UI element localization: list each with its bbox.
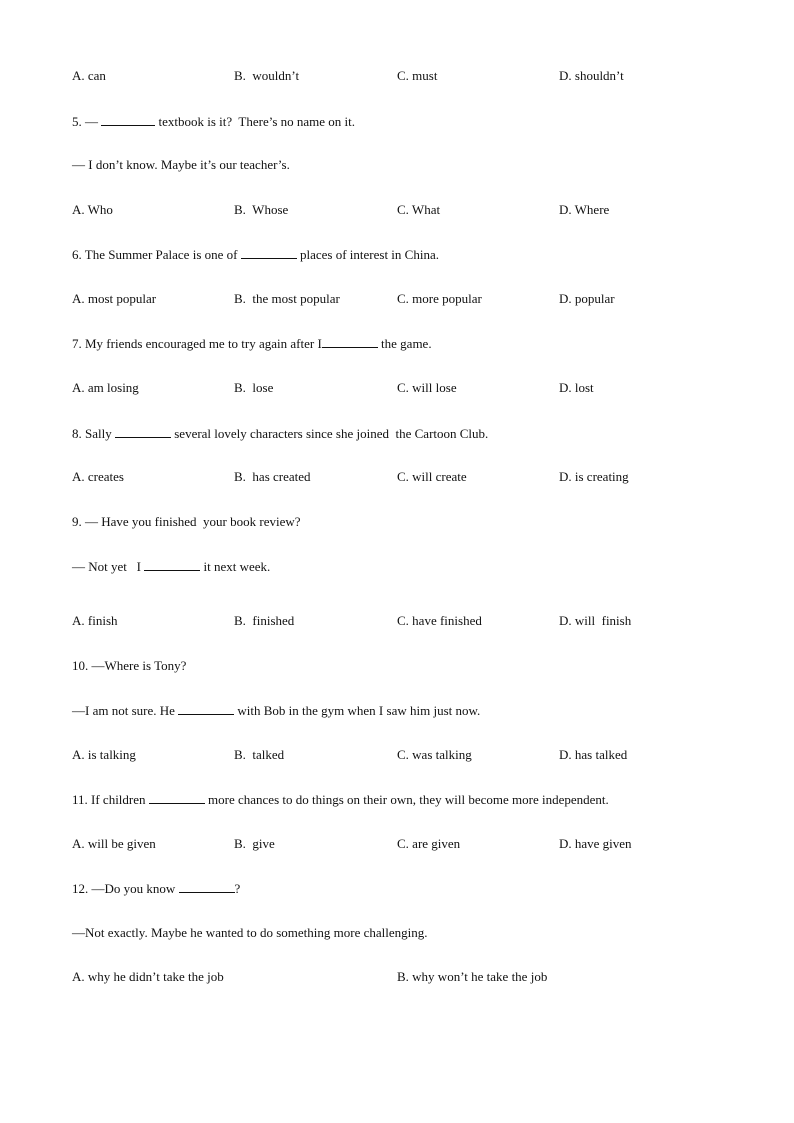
q12-blank[interactable] [179, 880, 235, 893]
q9-question: 9. — Have you finished your book review? [72, 514, 301, 529]
q4-option-b[interactable]: B. wouldn’t [234, 68, 300, 83]
q9-option-d[interactable]: D. will finish [559, 613, 632, 628]
q6-option-d[interactable]: D. popular [559, 291, 615, 306]
q11-option-b[interactable]: B. give [234, 836, 275, 851]
q8-blank[interactable] [115, 425, 171, 438]
q8-question-suffix: several lovely characters since she joined the Cartoon Club. [170, 426, 489, 441]
q12-option-b[interactable]: B. why won’t he take the job [397, 969, 548, 984]
q5-answer: — I don’t know. Maybe it’s our teacher’s. [72, 157, 290, 172]
q4-options [72, 68, 732, 84]
q10-blank[interactable] [178, 702, 234, 715]
q11-option-d[interactable]: D. have given [559, 836, 632, 851]
q11-blank[interactable] [149, 791, 205, 804]
q7-question-suffix: the game. [377, 336, 432, 351]
q10-option-a[interactable]: A. is talking [72, 747, 136, 762]
q10-option-b[interactable]: B. talked [234, 747, 285, 762]
q6-option-c[interactable]: C. more popular [397, 291, 482, 306]
q5-option-b[interactable]: B. Whose [234, 202, 289, 217]
q6-question [72, 246, 439, 263]
q9-blank[interactable] [144, 558, 200, 571]
q9-answer-prefix: — Not yet I [72, 559, 145, 574]
q6-blank[interactable] [241, 246, 297, 259]
q9-options [72, 613, 732, 629]
q10-answer-prefix: —I am not sure. He [72, 703, 179, 718]
q8-question [72, 425, 488, 442]
q7-blank[interactable] [322, 335, 378, 348]
q9-option-a[interactable]: A. finish [72, 613, 118, 628]
q12-question-prefix: 12. —Do you know [72, 881, 179, 896]
q12-question-suffix: ? [234, 881, 241, 896]
q10-answer-suffix: with Bob in the gym when I saw him just now. [234, 703, 481, 718]
q9-answer-suffix: it next week. [200, 559, 271, 574]
q5-option-d[interactable]: D. Where [559, 202, 610, 217]
q8-options [72, 469, 732, 485]
q7-question [72, 335, 432, 352]
q11-options [72, 836, 732, 852]
q7-options [72, 380, 732, 396]
q9-option-c[interactable]: C. have finished [397, 613, 482, 628]
q9-option-b[interactable]: B. finished [234, 613, 295, 628]
q5-question-suffix: textbook is it? There’s no name on it. [155, 114, 356, 129]
q9-answer [72, 558, 270, 575]
q10-options [72, 747, 732, 763]
q7-question-prefix: 7. My friends encouraged me to try again after I [72, 336, 322, 351]
q12-options [72, 969, 732, 985]
q8-question-prefix: 8. Sally [72, 426, 115, 441]
q7-option-b[interactable]: B. lose [234, 380, 274, 395]
q11-question [72, 791, 609, 808]
q10-option-c[interactable]: C. was talking [397, 747, 472, 762]
q7-option-c[interactable]: C. will lose [397, 380, 457, 395]
q10-answer [72, 702, 480, 719]
q8-option-d[interactable]: D. is creating [559, 469, 629, 484]
q7-option-d[interactable]: D. lost [559, 380, 594, 395]
q12-option-a[interactable]: A. why he didn’t take the job [72, 969, 224, 984]
q11-option-a[interactable]: A. will be given [72, 836, 156, 851]
q11-question-suffix: more chances to do things on their own, they will become more independent. [204, 792, 609, 807]
q5-question-prefix: 5. — [72, 114, 102, 129]
q4-option-a[interactable]: A. can [72, 68, 106, 83]
q6-options [72, 291, 732, 307]
q4-option-c[interactable]: C. must [397, 68, 438, 83]
q12-answer: —Not exactly. Maybe he wanted to do something more challenging. [72, 925, 428, 940]
q7-option-a[interactable]: A. am losing [72, 380, 139, 395]
q4-option-d[interactable]: D. shouldn’t [559, 68, 624, 83]
q5-option-a[interactable]: A. Who [72, 202, 113, 217]
q6-question-prefix: 6. The Summer Palace is one of [72, 247, 241, 262]
q12-question [72, 880, 240, 897]
q6-option-a[interactable]: A. most popular [72, 291, 157, 306]
q11-option-c[interactable]: C. are given [397, 836, 461, 851]
q5-blank[interactable] [101, 113, 155, 126]
q5-question [72, 113, 355, 130]
q5-option-c[interactable]: C. What [397, 202, 441, 217]
q6-option-b[interactable]: B. the most popular [234, 291, 340, 306]
q5-options [72, 202, 732, 218]
q8-option-c[interactable]: C. will create [397, 469, 467, 484]
q8-option-a[interactable]: A. creates [72, 469, 124, 484]
q8-option-b[interactable]: B. has created [234, 469, 311, 484]
q10-option-d[interactable]: D. has talked [559, 747, 628, 762]
q10-question: 10. —Where is Tony? [72, 658, 187, 673]
q11-question-prefix: 11. If children [72, 792, 149, 807]
q6-question-suffix: places of interest in China. [296, 247, 439, 262]
